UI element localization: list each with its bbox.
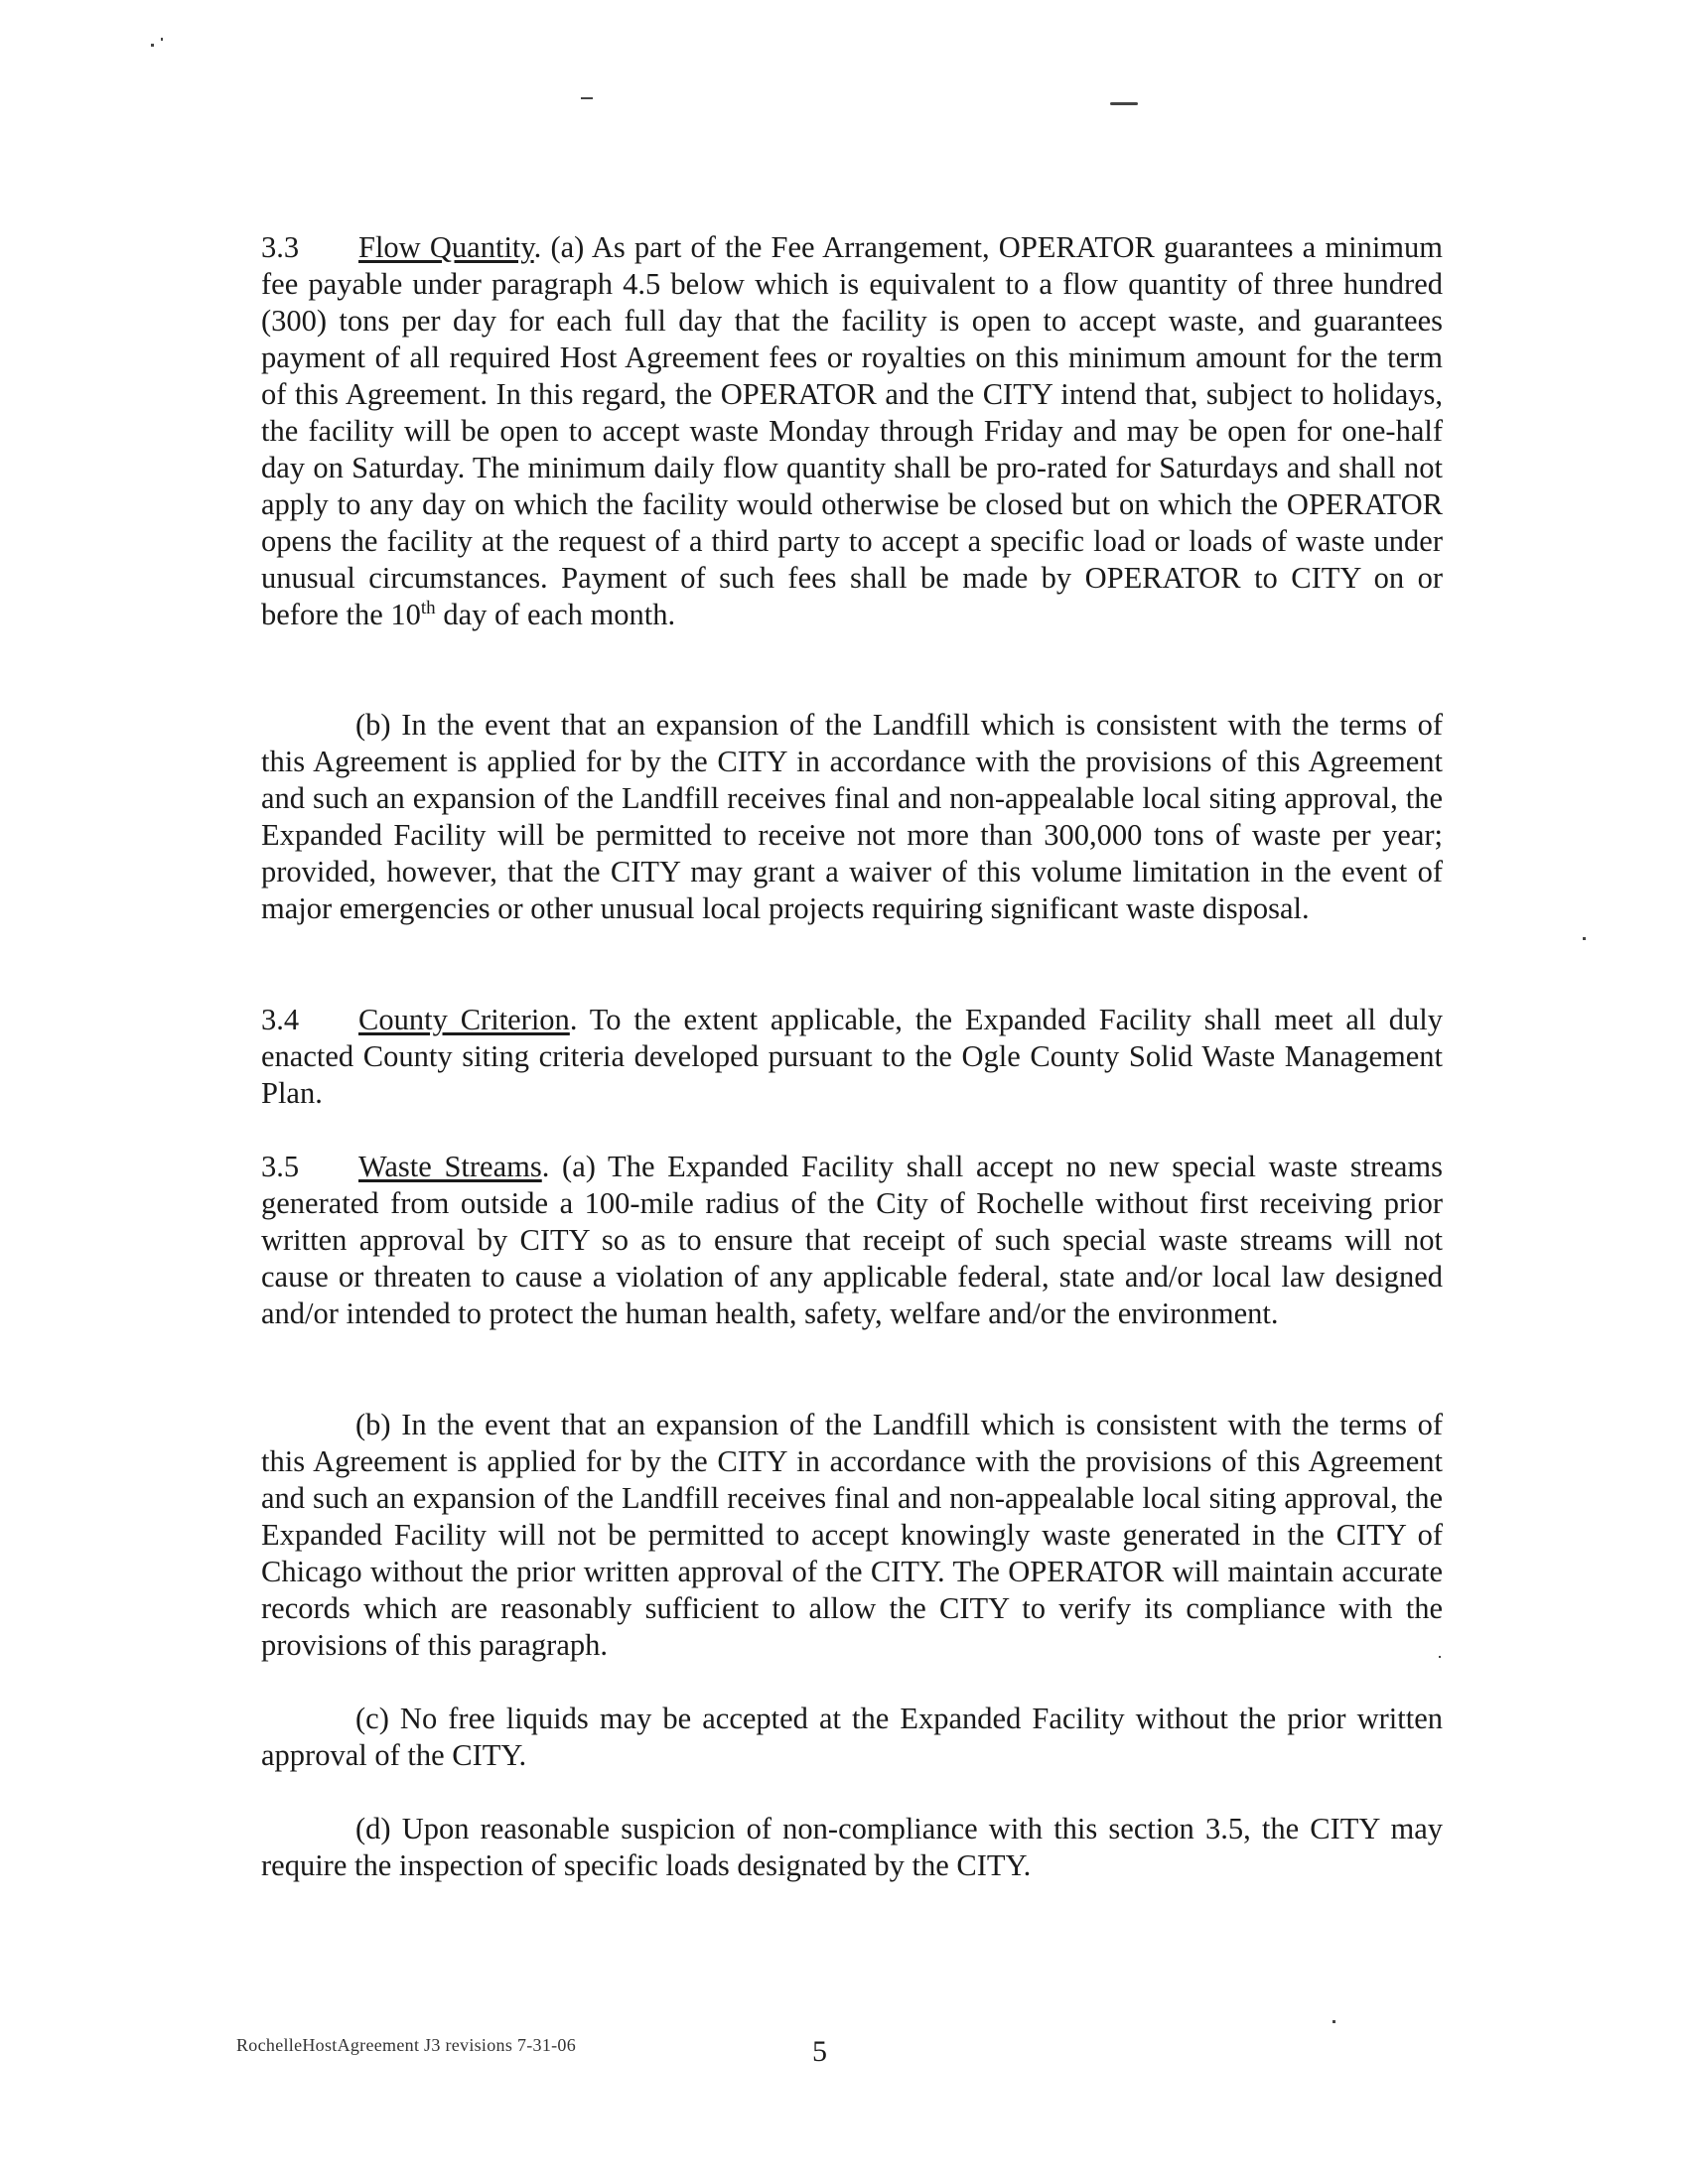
section-3-5-paragraph-c (261, 1701, 1443, 1774)
section-body: . (a) The Expanded Facility shall accept no new special waste streams generated from outside a 100-mile radius of the City of Rochelle without first receiving prior written approval by CITY so as to ensure that receipt of such special waste streams will not cause or threaten to cause a violation of any applicable federal, state and/or local law designed and/or intended to protect the human health, safety, welfare and/or the environment. (261, 1150, 1443, 1330)
section-number: 3.5 (261, 1150, 300, 1183)
section-heading: Waste Streams (358, 1150, 542, 1183)
section-number: 3.4 (261, 1003, 300, 1036)
section-heading: County Criterion (358, 1003, 570, 1036)
section-body: (d) Upon reasonable suspicion of non-compliance with this section 3.5, the CITY may require the inspection of specific loads designated by the CITY. (261, 1812, 1443, 1882)
section-3-5-paragraph-a (261, 1149, 1443, 1332)
section-body-end: day of each month. (435, 598, 676, 631)
section-number: 3.3 (261, 230, 300, 264)
section-3-5-paragraph-d (261, 1811, 1443, 1884)
ordinal-suffix: th (420, 597, 436, 618)
scan-speck (161, 38, 163, 41)
scan-speck (1583, 937, 1586, 940)
section-3-5-paragraph-b (261, 1407, 1443, 1664)
scan-speck (581, 97, 593, 99)
footer-document-label: RochelleHostAgreement J3 revisions 7-31-06 (236, 2035, 577, 2055)
section-body: (b) In the event that an expansion of the Landfill which is consistent with the terms of this Agreement is applied for by the CITY in accordance with the provisions of this Agreement and such an expansion of the Landfill receives final and non-appealable local siting approval, the Expanded Facility will not be permitted to accept knowingly waste generated in the CITY of Chicago without the prior written approval of the CITY. The OPERATOR will maintain accurate records which are reasonably sufficient to allow the CITY to verify its compliance with the provisions of this paragraph. (261, 1408, 1443, 1662)
section-body: (b) In the event that an expansion of the Landfill which is consistent with the terms of this Agreement is applied for by the CITY in accordance with the provisions of this Agreement and such an expansion of the Landfill receives final and non-appealable local siting approval, the Expanded Facility will be permitted to receive not more than 300,000 tons of waste per year; provided, however, that the CITY may grant a waiver of this volume limitation in the event of major emergencies or other unusual local projects requiring significant waste disposal. (261, 708, 1443, 925)
scan-speck (1110, 102, 1138, 105)
scan-speck (151, 44, 154, 47)
section-body: (c) No free liquids may be accepted at the Expanded Facility without the prior written approval of the CITY. (261, 1702, 1443, 1772)
section-heading: Flow Quantity (358, 230, 534, 264)
section-3-3-paragraph-b (261, 707, 1443, 927)
section-3-3-paragraph-a (261, 229, 1443, 633)
page-number: 5 (812, 2035, 827, 2068)
section-3-4-paragraph (261, 1002, 1443, 1112)
section-body: . (a) As part of the Fee Arrangement, OPERATOR guarantees a minimum fee payable under paragraph 4.5 below which is equivalent to a flow quantity of three hundred (300) tons per day for each full day that the facility is open to accept waste, and guarantees payment of all required Host Agreement fees or royalties on this minimum amount for the term of this Agreement. In this regard, the OPERATOR and the CITY intend that, subject to holidays, the facility will be open to accept waste Monday through Friday and may be open for one-half day on Saturday. The minimum daily flow quantity shall be pro-rated for Saturdays and shall not apply to any day on which the facility would otherwise be closed but on which the OPERATOR opens the facility at the request of a third party to accept a specific load or loads of waste under unusual circumstances. Payment of such fees shall be made by OPERATOR to CITY on or before the 10 (261, 230, 1443, 631)
scan-speck (1333, 2020, 1335, 2023)
section-body: . To the extent applicable, the Expanded Facility shall meet all duly enacted County siting criteria developed pursuant to the Ogle County Solid Waste Management Plan. (261, 1003, 1443, 1110)
